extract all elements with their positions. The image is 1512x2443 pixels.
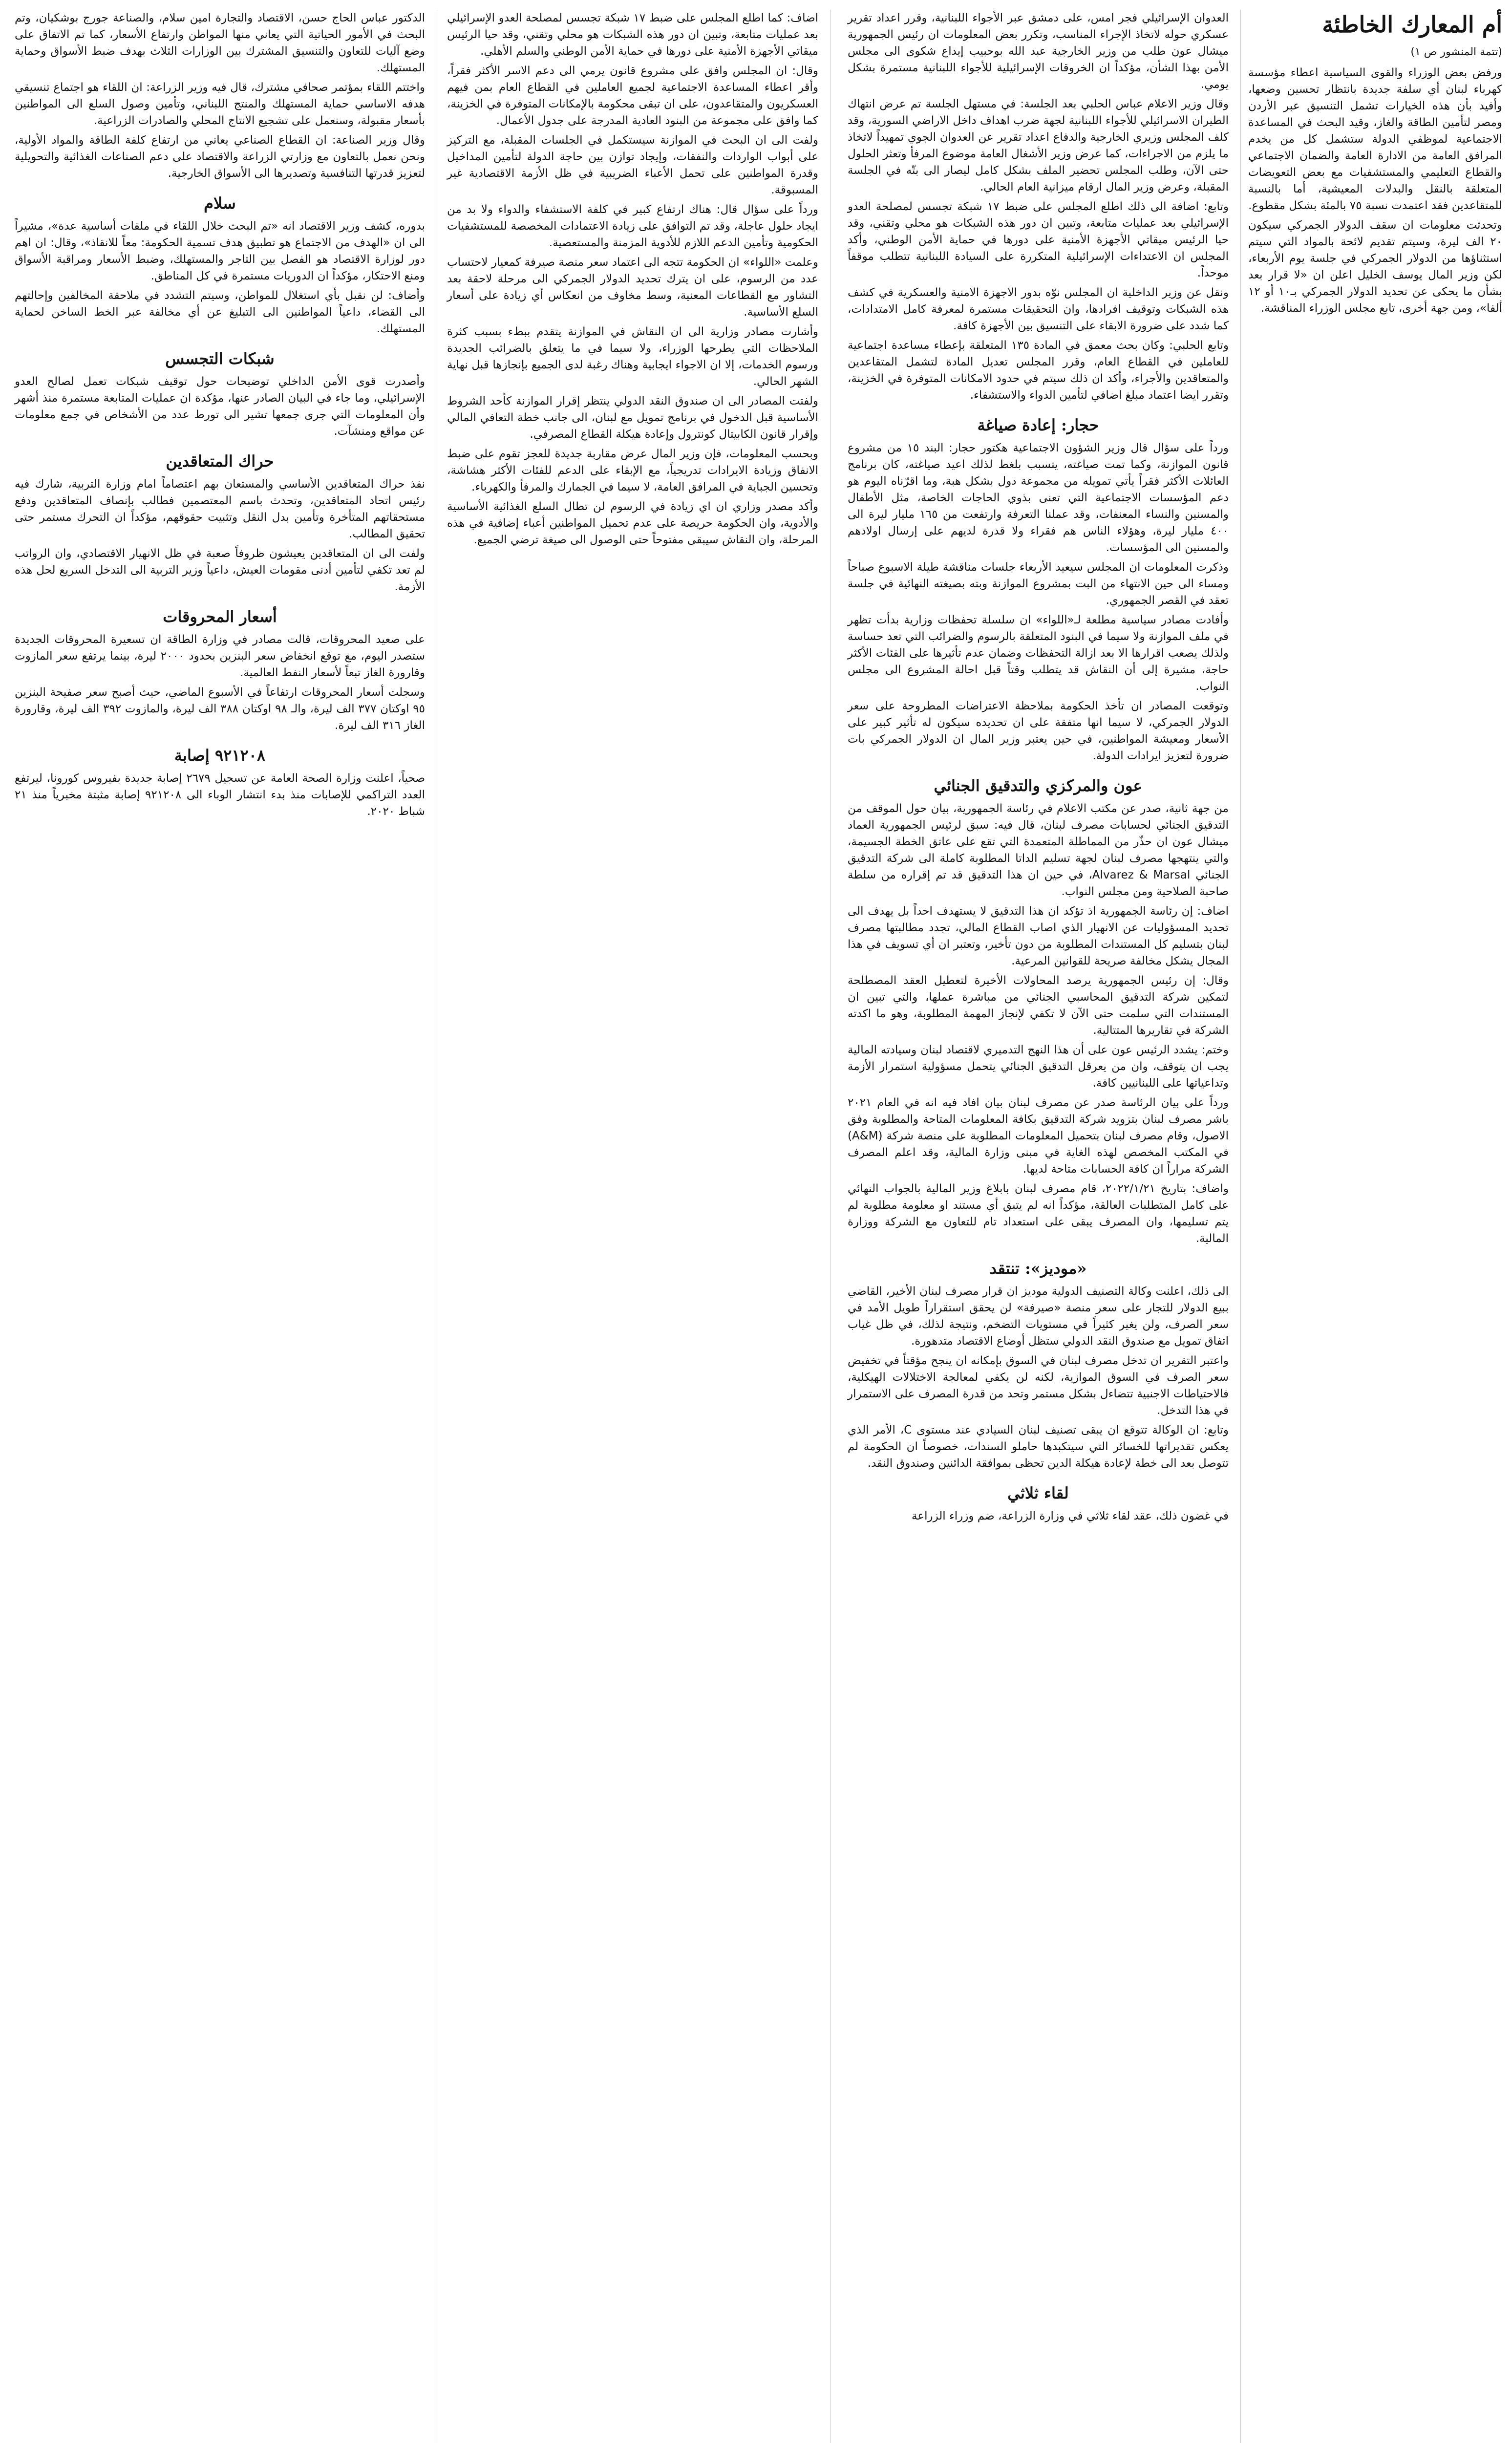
paragraph: ورداً على سؤال قال وزير الشؤون الاجتماعية هكتور حجار: البند ١٥ من مشروع قانون الموازنة، وكما تمت صياغته، يتسبب بلغط لذلك اعيد صياغته، كان برنامج العائلات الأكثر فقراً يأتي تمويله من مجموعة دول بشكل هبة، وما اقرّناه اليوم هو دعم المؤسسات الاجتماعية التي تعنى بذوي الحاجات الخاصة، مثل الأطفال والمسنين والنساء المعنفات، وقد عملنا التعرفة وارتفعت من ١٦٥ مليار ليرة الى ٤٠٠ مليار ليرة، وهؤلاء الناس هم فقراء ولا قدرة لديهم على إرسال اولادهم والمسنين الى المؤسسات. [848, 442, 1229, 554]
paragraph: وقال: ان المجلس وافق على مشروع قانون يرمي الى دعم الاسر الأكثر فقراً، وأقر اعطاء المساعدة الاجتماعية لجميع العاملين في القطاع العام بمن فيهم العسكريون والمتقاعدون، على ان تبقى محكومة بالإمكانات المتوفرة في الخزينة، كما وافق على مجموعة من البنود العادية المدرجة على جدول الأعمال. [447, 64, 818, 127]
paragraph: العدوان الإسرائيلي فجر امس، على دمشق عبر الأجواء اللبنانية، وقرر اعداد تقرير عسكري حوله لاتخاذ الإجراء المناسب، وتكرر بعض المعلومات ان رئيس الجمهورية ميشال عون طلب من وزير الخارجية عبد الله بوحبيب إيداع شكوى الى مجلس الأمن بهذا الشأن، مؤكداً ان الخروقات الإسرائيلية للأجواء اللبنانية مستمرة بشكل يومي. [848, 12, 1229, 91]
column-divider [830, 10, 831, 2443]
paragraph: وعلمت «اللواء» ان الحكومة تتجه الى اعتماد سعر منصة صيرفة كمعيار لاحتساب عدد من الرسوم، على ان يترك تحديد الدولار الجمركي الى مرحلة لاحقة بعد التشاور مع القطاعات المعنية، وسط مخاوف من انعكاس أي زيادة على أسعار السلع الأساسية. [447, 256, 818, 319]
paragraph: وتوقعت المصادر ان تأخذ الحكومة بملاحظة الاعتراضات المطروحة على سعر الدولار الجمركي، لا سيما انها متفقة على ان تحديده سيكون له تأثير كبير على الأسعار ومعيشة المواطنين، في حين يعتبر وزير المال ان الدولار الجمركي بات ضرورة لتعزيز ايرادات الدولة. [848, 700, 1229, 762]
paragraph: وأضاف: لن نقبل بأي استغلال للمواطن، وسيتم التشدد في ملاحقة المخالفين وإحالتهم الى القضاء، داعياً المواطنين الى التبليغ عن أي مخالفة عبر الخط الساخن لحماية المستهلك. [15, 289, 425, 335]
paragraph: وبحسب المعلومات، فإن وزير المال عرض مقاربة جديدة للعجز تقوم على ضبط الانفاق وزيادة الايرادات تدريجياً، مع الإبقاء على الدعم للفئات الأكثر هشاشة، وتحسين الجباية في المرافق العامة، لا سيما في الجمارك والمرفأ والكهرباء. [447, 448, 818, 493]
paragraph: الى ذلك، اعلنت وكالة التصنيف الدولية موديز ان قرار مصرف لبنان الأخير، القاضي ببيع الدولار للتجار على سعر منصة «صيرفة» لن يحقق استقراراً طويل الأمد في سعر الصرف، ولن يغير كثيراً في مستويات التضخم، ونتيجة لذلك، في ظل غياب اتفاق تمويل مع صندوق النقد الدولي ستظل أوضاع الاقتصاد متدهورة. [848, 1285, 1229, 1348]
subheading: شبكات التجسس [165, 349, 275, 368]
article-headline: أم المعارك الخاطئة [1322, 11, 1502, 38]
paragraph: على صعيد المحروقات، قالت مصادر في وزارة الطاقة ان تسعيرة المحروقات الجديدة ستصدر اليوم، مع توقع انخفاض سعر البنزين بحدود ٢٠٠٠ ليرة، بينما يرتفع سعر المازوت وقارورة الغاز تبعاً لأسعار النفط العالمية. [15, 633, 426, 679]
paragraph: من جهة ثانية، صدر عن مكتب الاعلام في رئاسة الجمهورية، بيان حول الموقف من التدقيق الجنائي لحسابات مصرف لبنان، قال فيه: سبق لرئيس الجمهورية العماد ميشال عون ان حذّر من المماطلة المتعمدة التي تقع على عاتق الخطة الجسيمة، والتي ينتهجها مصرف لبنان لجهة تسليم الداتا المطلوبة كاملة الى شركة التدقيق الجنائي Alvarez & Marsal، في حين ان هذا التدقيق قد تم إقراره من سلطة صاحبة الصلاحية ومن مجلس النواب. [848, 802, 1229, 898]
paragraph: ولفتت المصادر الى ان صندوق النقد الدولي ينتظر إقرار الموازنة كأحد الشروط الأساسية قبل الدخول في برنامج تمويل مع لبنان، الى جانب خطة التعافي المالي وإقرار قانون الكابيتال كونترول وإعادة هيكلة القطاع المصرفي. [447, 395, 818, 441]
subheading: «موديز»: تنتقد [989, 1259, 1087, 1278]
paragraph: وقال وزير الصناعة: ان القطاع الصناعي يعاني من ارتفاع كلفة الطاقة والمواد الأولية، ونحن نعمل بالتعاون مع وزارتي الزراعة والاقتصاد على دعم الصناعات الغذائية والتحويلية لتعزيز قدرتها التنافسية وتصديرها الى الأسواق الخارجية. [15, 134, 425, 180]
paragraph: وسجلت أسعار المحروقات ارتفاعاً في الأسبوع الماضي، حيث أصبح سعر صفيحة البنزين ٩٥ اوكتان ٣٧٧ الف ليرة، والـ ٩٨ اوكتان ٣٨٨ الف ليرة، والمازوت ٣٩٢ الف ليرة، وقارورة الغاز ٣١٦ الف ليرة. [15, 686, 425, 732]
paragraph: اضاف: إن رئاسة الجمهورية اذ تؤكد ان هذا التدقيق لا يستهدف احداً بل يهدف الى تحديد المسؤوليات عن الانهيار الذي اصاب القطاع المالي، تجدد مطالبتها مصرف لبنان بتسليم كل المستندات المطلوبة من دون تأخير، وتعتبر ان أي تسويف في هذا المجال يشكل مخالفة صريحة للقوانين المرعية. [848, 905, 1229, 967]
paragraph: وتابع: ان الوكالة تتوقع ان يبقى تصنيف لبنان السيادي عند مستوى C، الأمر الذي يعكس تقديراتها للخسائر التي سيتكبدها حاملو السندات، خصوصاً ان الحكومة لم تتوصل بعد الى خطة لإعادة هيكلة الدين تحظى بموافقة الدائنين وصندوق النقد. [848, 1424, 1229, 1470]
paragraph: واضاف: بتاريخ ٢٠٢٢/١/٢١، قام مصرف لبنان بابلاغ وزير المالية بالجواب النهائي على كامل المتطلبات العالقة، مؤكداً انه لم يتبق أي مستند او معلومة مطلوبة لم يتم تسليمها، وان المصرف يبقى على استعداد تام للتعاون مع الشركة ووزارة المالية. [848, 1182, 1229, 1245]
subheading: ٩٢١٢٠٨ إصابة [174, 746, 266, 765]
paragraph: وأفادت مصادر سياسية مطلعة لـ«اللواء» ان سلسلة تحفظات وزارية بدأت تظهر في ملف الموازنة ولا سيما في البنود المتعلقة بالرسوم والضرائب التي تعد حساسة ولذلك يصعب اقرارها الا بعد ازالة التحفظات وضمان عدم تأثيرها على الفئات الأكثر حاجة، مشيرة إلى أن النقاش قد يتطلب وقتاً قبل احالة المشروع الى مجلس النواب. [848, 614, 1229, 693]
paragraph: وتابع الحلبي: وكان بحث معمق في المادة ١٣٥ المتعلقة بإعطاء مساعدة اجتماعية للعاملين في القطاع العام، وقرر المجلس تعديل المادة لتشمل المتقاعدين والمتعاقدين والأجراء، وأكد ان ذلك سيتم في حدود الامكانات المتوفرة في الخزينة، وتقرر ايضا اعتماد مبلغ اضافي لتأمين الدواء والاستشفاء. [848, 339, 1229, 402]
paragraph: وقال وزير الاعلام عباس الحلبي بعد الجلسة: في مستهل الجلسة تم عرض انتهاك الطيران الاسرائيلي للأجواء اللبنانية لجهة ضرب اهداف داخل الاراضي السورية، وقد كلف المجلس وزيري الخارجية والدفاع اعداد تقرير عن العدوان الجوي تمهيداً لاتخاذ ما يلزم من الاجراءات، كما عرض وزير الأشغال العامة موضوع المرفأ وتعثر الحلول حتى الآن، وطلب المجلس تحضير الملف بشكل كامل ليصار الى بتّه في الجلسة المقبلة، وعرض وزير المال ارقام ميزانية العام الحالي. [848, 98, 1229, 193]
continuation-note: (تتمة المنشور ص ١) [1410, 46, 1502, 58]
column-divider [1240, 10, 1241, 2443]
paragraph: وقال: إن رئيس الجمهورية يرصد المحاولات الأخيرة لتعطيل العقد المصطلحة لتمكين شركة التدقيق المحاسبي الجنائي من مباشرة عملها، والتي تبين ان المستندات التي سلمت حتى الآن لا تكفي لإنجاز المهمة المطلوبة، وهو ما اكدته الشركة في تقاريرها المتتالية. [848, 974, 1229, 1037]
paragraph: وأشارت مصادر وزارية الى ان النقاش في الموازنة يتقدم ببطء بسبب كثرة الملاحظات التي يطرحها الوزراء، ولا سيما في ما يتعلق بالضرائب الجديدة ورسوم الخدمات، إلا ان الاجواء ايجابية وهناك رغبة لدى الجميع بإنجازها قبل نهاية الشهر الحالي. [447, 325, 818, 388]
paragraph: وتحدثت معلومات ان سقف الدولار الجمركي سيكون ٢٠ الف ليرة، وسيتم تقديم لائحة بالمواد التي سيتم استثناؤها من الدولار الجمركي في جلسة يوم الأربعاء، لكن وزير المال يوسف الخليل اعلن ان «لا قرار بعد بشأن ما يحكى عن تحديد الدولار الجمركي بـ١٠ أو ١٢ ألفا»، ومن جهة أخرى، تابع مجلس الوزراء المناقشة. [1248, 219, 1503, 315]
article-column-2 [848, 10, 1229, 1527]
paragraph: وختم: يشدد الرئيس عون على أن هذا النهج التدميري لاقتصاد لبنان وسيادته المالية يجب ان يتوقف، وان من يعرقل التدقيق الجنائي يتحمل مسؤولية استمرار الأزمة وتداعياتها على اللبنانيين كافة. [848, 1044, 1229, 1090]
paragraph: واختتم اللقاء بمؤتمر صحافي مشترك، قال فيه وزير الزراعة: ان اللقاء هو اجتماع تنسيقي هدفه الاساسي حماية المستهلك والمنتج اللبناني، وتأمين وصول السلع الى المواطنين بأسعار مقبولة، وسنعمل على تشجيع الانتاج المحلي والصادرات الزراعية. [15, 81, 425, 127]
paragraph: واعتبر التقرير ان تدخل مصرف لبنان في السوق بإمكانه ان ينجح مؤقتاً في تخفيض سعر الصرف في السوق الموازية، لكنه لن يكفي لمعالجة الاختلالات الهيكلية، فالاحتياطات الاجنبية تتضاءل بشكل مستمر وتحد من قدرة المصرف على الاستمرار في هذا التدخل. [848, 1354, 1229, 1417]
subheading: سلام [204, 194, 236, 213]
subheading: لقاء ثلاثي [1007, 1484, 1069, 1502]
paragraph: ولفت الى ان المتعاقدين يعيشون ظروفاً صعبة في ظل الانهيار الاقتصادي، وان الرواتب لم تعد تكفي لتأمين أدنى مقومات العيش، داعياً وزير التربية الى التدخل السريع لحل هذه الأزمة. [15, 547, 425, 593]
paragraph: الدكتور عباس الحاج حسن، الاقتصاد والتجارة امين سلام، والصناعة جورج بوشكيان، وتم البحث في الأمور الحياتية التي يعاني منها المواطن وارتفاع الأسعار، كما تم الاتفاق على وضع آليات للتعاون والتنسيق المشترك بين الوزارات الثلاث بهدف ضبط الأسواق وحماية المستهلك. [15, 12, 425, 74]
subheading: حجار: إعادة صياغة [977, 416, 1099, 434]
article-column-4 [15, 10, 425, 823]
paragraph: في غضون ذلك، عقد لقاء ثلاثي في وزارة الزراعة، ضم وزراء الزراعة [912, 1510, 1229, 1522]
paragraph: وتابع: اضافة الى ذلك اطلع المجلس على ضبط ١٧ شبكة تجسس لمصلحة العدو الإسرائيلي بعد عمليات متابعة، وتبين ان دور هذه الشبكات هو محلي وتقني، وقد حيا الرئيس ميقاتي الأجهزة الأمنية على دورها في حماية الأمن الوطني، وأكد المجلس ان الاعتداءات الإسرائيلية المتكررة على السيادة اللبنانية تتطلب موقفاً موحداً. [848, 200, 1229, 279]
subheading: أسعار المحروقات [163, 607, 277, 626]
paragraph: وذكرت المعلومات ان المجلس سيعيد الأربعاء جلسات مناقشة طيلة الاسبوع صباحاً ومساء الى حين الانتهاء من البت بمشروع الموازنة وبته بصيغته النهائية في جلسة تعقد في القصر الجمهوري. [848, 561, 1229, 607]
paragraph: ورداً على سؤال قال: هناك ارتفاع كبير في كلفة الاستشفاء والدواء ولا بد من ايجاد حلول عاجلة، وقد تم التوافق على زيادة الاعتمادات المخصصة للمستشفيات الحكومية وتأمين الدعم اللازم للأدوية المزمنة والمستعصية. [447, 203, 818, 249]
article-column-1 [1248, 10, 1502, 320]
paragraph: بدوره، كشف وزير الاقتصاد انه «تم البحث خلال اللقاء في ملفات أساسية عدة»، مشيراً الى ان «الهدف من الاجتماع هو تطبيق هدف تسمية الحكومة: معاً للانقاذ»، وقال: ان اهم دور لوزارة الاقتصاد هو الفصل بين التاجر والمستهلك، وضبط الأسعار ومراقبة الأسواق ومنع الاحتكار، مؤكداً ان الدوريات مستمرة في كل المناطق. [15, 220, 425, 282]
paragraph: وأصدرت قوى الأمن الداخلي توضيحات حول توقيف شبكات تعمل لصالح العدو الإسرائيلي، وما جاء في البيان الصادر عنها، مؤكدة ان عمليات المتابعة مستمرة منذ أشهر وأن المعلومات التي جرى جمعها تشير الى تورط عدد من الأشخاص في جمع معلومات عن مواقع ومنشآت. [15, 375, 425, 438]
subheading: حراك المتعاقدين [166, 452, 274, 471]
paragraph: صحياً، اعلنت وزارة الصحة العامة عن تسجيل ٢٦٧٩ إصابة جديدة بفيروس كورونا، ليرتفع العدد التراكمي للإصابات منذ بدء انتشار الوباء الى ٩٢١٢٠٨ إصابة مثبتة مخبرياً منذ ٢١ شباط ٢٠٢٠. [15, 772, 425, 818]
subheading: عون والمركزي والتدقيق الجنائي [934, 776, 1143, 795]
paragraph: ورفض بعض الوزراء والقوى السياسية اعطاء مؤسسة كهرباء لبنان أي سلفة جديدة بانتظار تحسين وضعها، وأفيد بأن هذه الخيارات تشمل التنسيق عبر الأردن ومصر لتأمين الطاقة والغاز، وقيد البحث في المساعدة الاجتماعية لموظفي الدولة ستشمل كل من يخدم المرافق العامة من الادارة العامة والضمان الاجتماعي والقطاع التعليمي والمستشفيات مع بعض التعويضات المتعلقة بالنقل والبدلات المعيشية، أما بالنسبة للمتقاعدين فقد اعتمدت نسبة ٧٥ بالمئة بشكل مقطوع. [1248, 66, 1502, 212]
paragraph: ونقل عن وزير الداخلية ان المجلس نوّه بدور الاجهزة الامنية والعسكرية في كشف هذه الشبكات وتوقيف افرادها، وان التحقيقات مستمرة لمعرفة كامل الامتدادات، كما شدد على ضرورة الابقاء على التنسيق بين الأجهزة كافة. [848, 286, 1229, 332]
paragraph: اضاف: كما اطلع المجلس على ضبط ١٧ شبكة تجسس لمصلحة العدو الإسرائيلي بعد عمليات متابعة، وتبين ان دور هذه الشبكات هو محلي وتقني، وقد حيا الرئيس ميقاتي الأجهزة الأمنية على دورها في حماية الأمن الوطني والسلم الأهلي. [447, 12, 819, 58]
paragraph: وأكد مصدر وزاري ان اي زيادة في الرسوم لن تطال السلع الغذائية الأساسية والأدوية، وان الحكومة حريصة على عدم تحميل المواطنين أعباء إضافية في هذه المرحلة، وان النقاش سيبقى مفتوحاً حتى الوصول الى صيغة ترضي الجميع. [447, 500, 818, 546]
article-column-3 [447, 10, 818, 551]
paragraph: ولفت الى ان البحث في الموازنة سيستكمل في الجلسات المقبلة، مع التركيز على أبواب الواردات والنفقات، وإيجاد توازن بين حاجة الدولة لتأمين المداخيل وقدرة المواطنين على تحمل الأعباء الضريبية في ظل الأزمة الاقتصادية غير المسبوقة. [447, 134, 818, 196]
paragraph: نفذ حراك المتعاقدين الأساسي والمستعان بهم اعتصاماً امام وزارة التربية، شارك فيه رئيس اتحاد المتعاقدين، وتحدث باسم المعتصمين فطالب بإنصاف المتعاقدين ودفع مستحقاتهم المتأخرة وتأمين بدل النقل وتثبيت حقوقهم، مؤكداً ان التحرك مستمر حتى تحقيق المطالب. [15, 478, 425, 540]
paragraph: ورداً على بيان الرئاسة صدر عن مصرف لبنان بيان افاد فيه انه في العام ٢٠٢١ باشر مصرف لبنان بتزويد شركة التدقيق بكافة المعلومات المتاحة والمطلوبة وفق الاصول، وقام مصرف لبنان بتحميل المعلومات المطلوبة على منصة شركة (A&M) في المكتب المخصص لهذه الغاية في مبنى وزارة المالية، وقد اعلم المصرف الشركة مراراً ان كافة الحسابات متاحة لديها. [848, 1096, 1229, 1176]
